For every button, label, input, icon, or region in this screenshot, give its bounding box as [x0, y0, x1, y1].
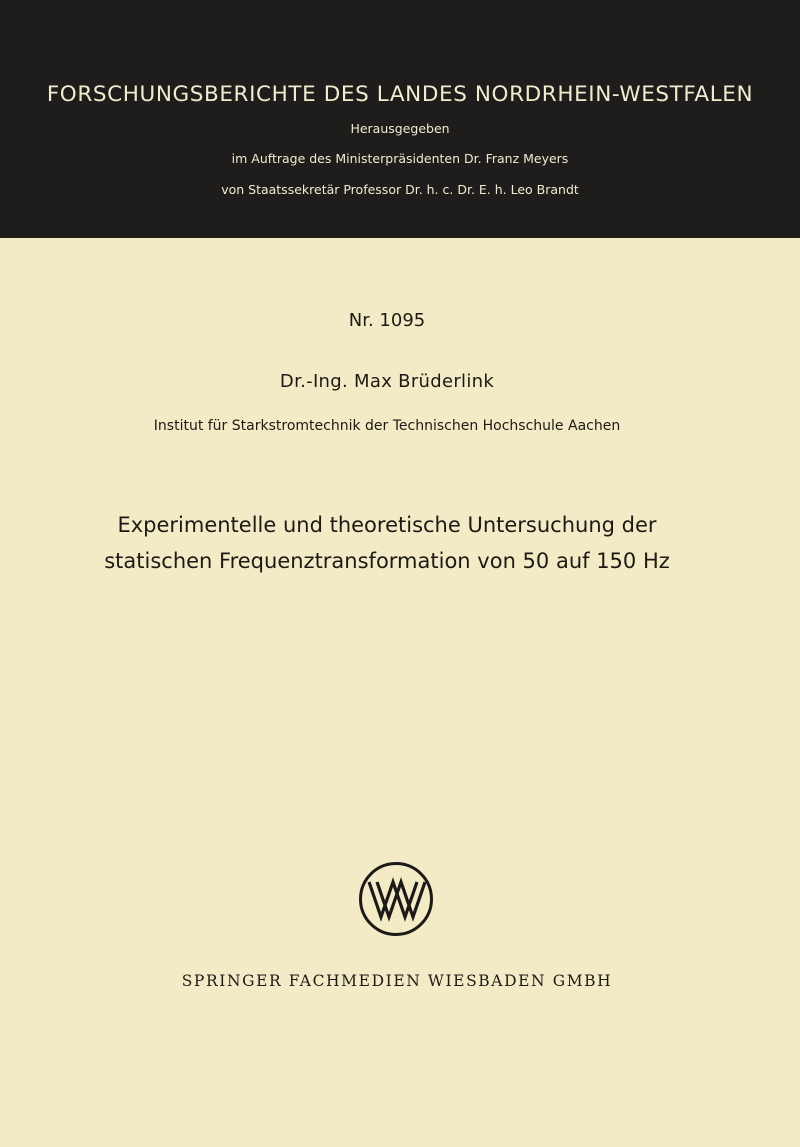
author-name: Dr.-Ing. Max Brüderlink: [279, 371, 495, 392]
editor-line-herausgegeben: Herausgegeben: [350, 121, 450, 136]
series-title: FORSCHUNGSBERICHTE DES LANDES NORDRHEIN-WESTFALEN: [46, 82, 754, 107]
book-title-line-2: statischen Frequenztransformation von 50 auf 150 Hz: [104, 549, 670, 573]
publisher-name: SPRINGER FACHMEDIEN WIESBADEN GMBH: [181, 972, 613, 990]
report-number: Nr. 1095: [348, 310, 426, 331]
series-header-band: [0, 0, 800, 238]
institute-name: Institut für Starkstromtechnik der Technischen Hochschule Aachen: [153, 418, 621, 434]
book-title: [0, 507, 774, 579]
editor-line-minister: im Auftrage des Ministerpräsidenten Dr. Franz Meyers: [231, 151, 569, 166]
editor-line-secretary: von Staatssekretär Professor Dr. h. c. Dr. E. h. Leo Brandt: [221, 182, 579, 197]
publisher-logo-icon: [358, 861, 434, 937]
book-title-line-1: Experimentelle und theoretische Untersuchung der: [117, 513, 657, 537]
